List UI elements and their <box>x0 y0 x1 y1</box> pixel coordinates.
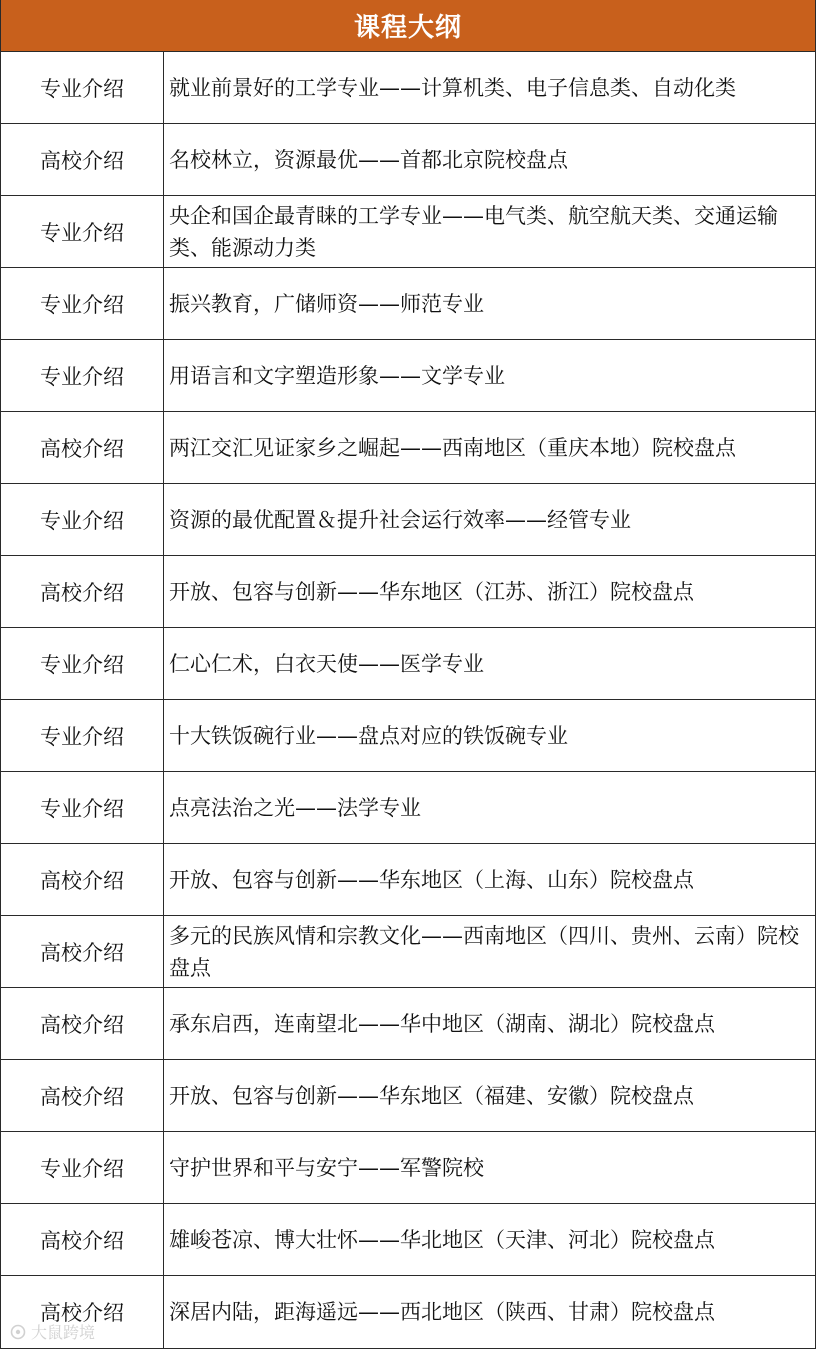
table-row <box>1 1132 815 1204</box>
description-cell: 仁心仁术，白衣天使——医学专业 <box>169 651 484 676</box>
description-cell: 十大铁饭碗行业——盘点对应的铁饭碗专业 <box>169 723 568 748</box>
category-cell: 专业介绍 <box>1 340 164 411</box>
description-cell: 承东启西，连南望北——华中地区（湖南、湖北）院校盘点 <box>169 1011 715 1036</box>
description-cell: 开放、包容与创新——华东地区（上海、山东）院校盘点 <box>169 867 694 892</box>
description-cell: 用语言和文字塑造形象——文学专业 <box>169 363 505 388</box>
logo-mark-icon <box>9 1324 27 1340</box>
category-cell: 专业介绍 <box>1 628 164 699</box>
table-row <box>1 196 815 268</box>
table-row <box>1 124 815 196</box>
description-cell: 开放、包容与创新——华东地区（江苏、浙江）院校盘点 <box>169 579 694 604</box>
description-cell: 资源的最优配置＆提升社会运行效率——经管专业 <box>169 507 631 532</box>
table-row <box>1 772 815 844</box>
table-row <box>1 556 815 628</box>
category-cell: 专业介绍 <box>1 268 164 339</box>
category-cell: 高校介绍 <box>1 124 164 195</box>
table-header <box>1 0 815 52</box>
table-row <box>1 412 815 484</box>
description-cell: 深居内陆，距海遥远——西北地区（陕西、甘肃）院校盘点 <box>169 1300 715 1324</box>
table-row <box>1 844 815 916</box>
description-cell: 点亮法治之光——法学专业 <box>169 795 421 820</box>
watermark-text: 大鼠跨境 <box>31 1323 96 1342</box>
table-row <box>1 268 815 340</box>
description-cell: 央企和国企最青睐的工学专业——电气类、航空航天类、交通运输类、能源动力类 <box>169 203 778 260</box>
category-cell: 专业介绍 <box>1 52 164 123</box>
category-cell: 高校介绍 <box>1 1204 164 1275</box>
category-cell: 高校介绍 <box>1 916 164 987</box>
category-cell: 专业介绍 <box>1 484 164 555</box>
description-cell: 守护世界和平与安宁——军警院校 <box>169 1155 484 1180</box>
description-cell: 名校林立，资源最优——首都北京院校盘点 <box>169 147 568 172</box>
category-cell: 专业介绍 <box>1 700 164 771</box>
table-row <box>1 628 815 700</box>
page-title: 课程大纲 <box>353 13 462 43</box>
table-row <box>1 700 815 772</box>
category-cell: 专业介绍 <box>1 1132 164 1203</box>
category-cell: 专业介绍 <box>1 772 164 843</box>
table-row <box>1 916 815 988</box>
table-row <box>1 340 815 412</box>
description-cell: 雄峻苍凉、博大壮怀——华北地区（天津、河北）院校盘点 <box>169 1227 715 1252</box>
category-cell: 专业介绍 <box>1 196 164 267</box>
category-cell: 高校介绍 <box>1 1060 164 1131</box>
description-cell: 就业前景好的工学专业——计算机类、电子信息类、自动化类 <box>169 75 736 100</box>
category-cell: 高校介绍 <box>1 1276 164 1348</box>
description-cell: 开放、包容与创新——华东地区（福建、安徽）院校盘点 <box>169 1083 694 1108</box>
category-cell: 高校介绍 <box>1 844 164 915</box>
description-cell: 多元的民族风情和宗教文化——西南地区（四川、贵州、云南）院校盘点 <box>169 923 799 980</box>
table-row <box>1 988 815 1060</box>
watermark <box>9 1320 95 1343</box>
description-cell: 振兴教育，广储师资——师范专业 <box>169 291 484 316</box>
outline-table <box>1 52 815 1349</box>
description-cell: 两江交汇见证家乡之崛起——西南地区（重庆本地）院校盘点 <box>169 435 736 460</box>
table-row <box>1 1276 815 1349</box>
category-cell: 高校介绍 <box>1 556 164 627</box>
category-cell: 高校介绍 <box>1 412 164 483</box>
table-row <box>1 1060 815 1132</box>
table-row <box>1 52 815 124</box>
category-cell: 高校介绍 <box>1 988 164 1059</box>
table-row <box>1 484 815 556</box>
table-row <box>1 1204 815 1276</box>
